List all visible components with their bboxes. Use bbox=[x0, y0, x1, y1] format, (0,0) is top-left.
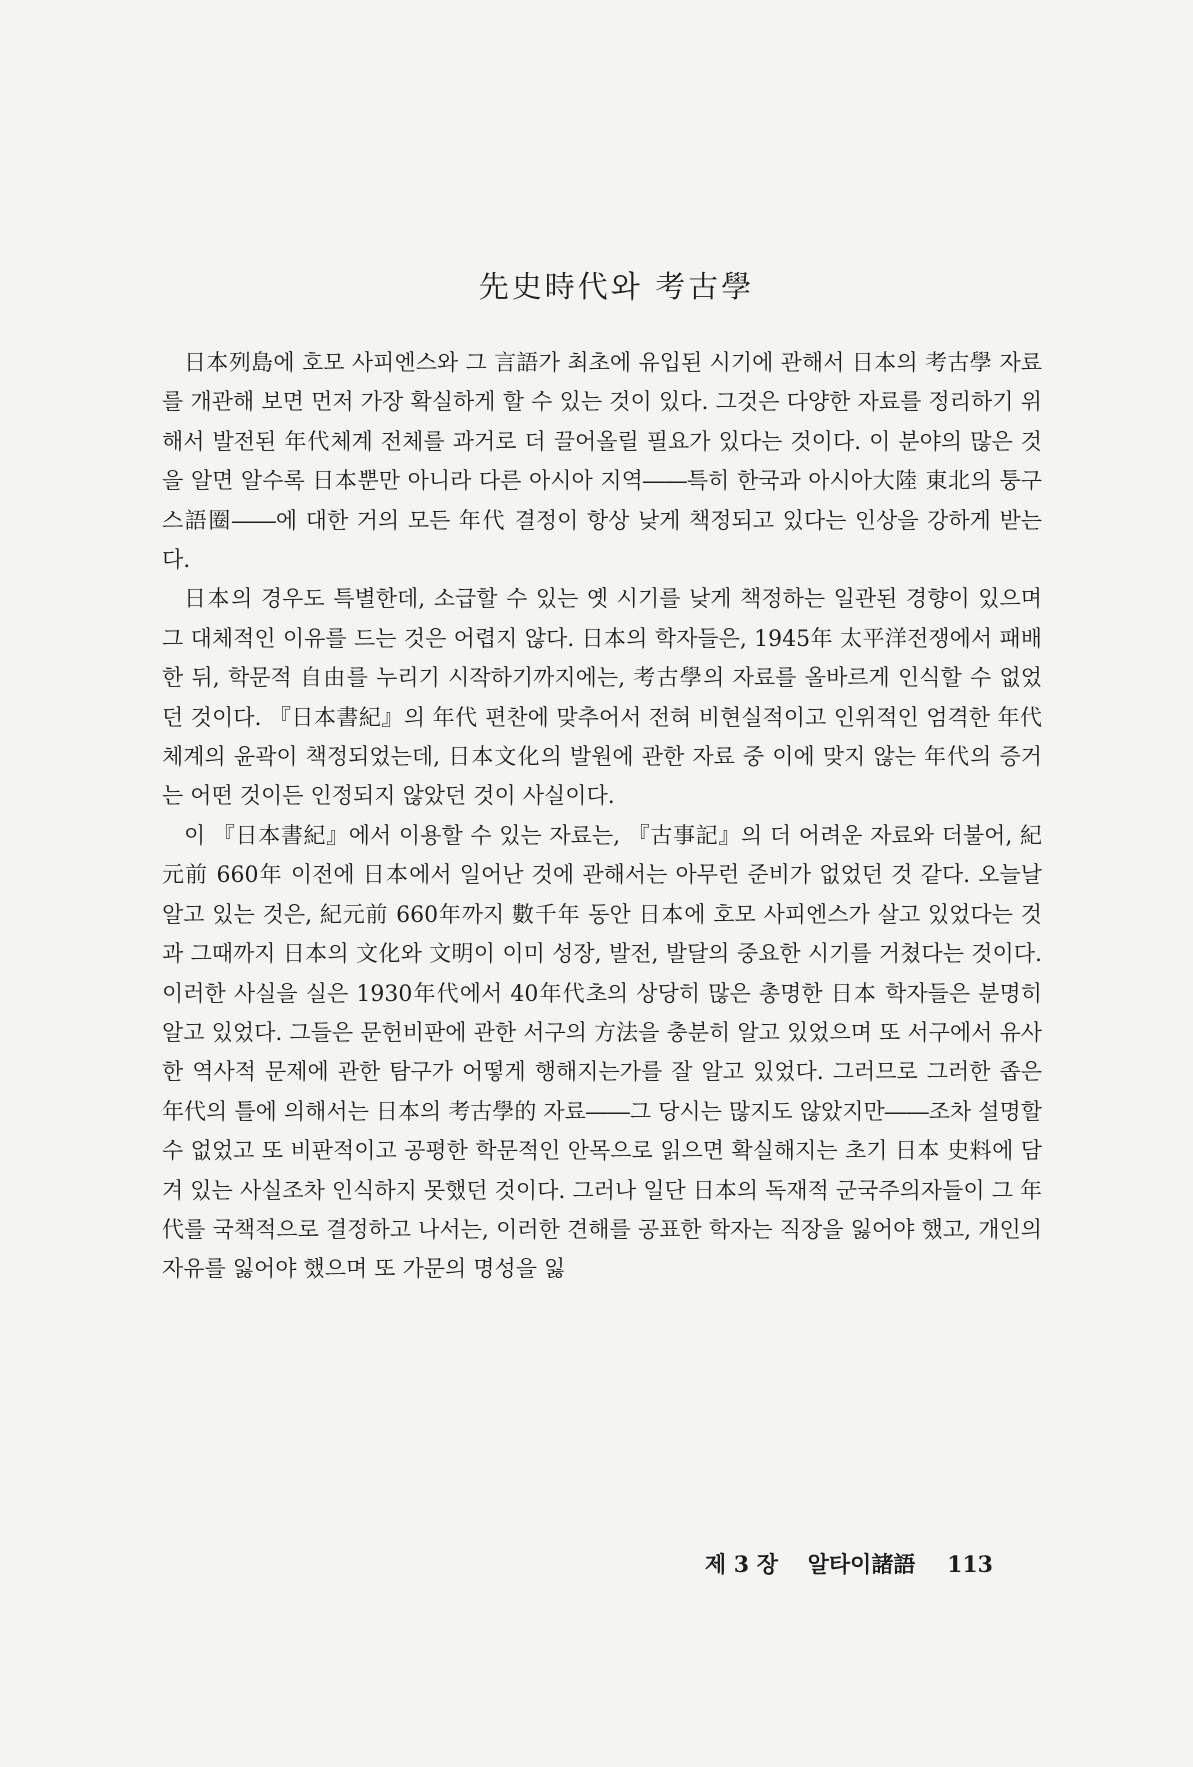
page-number: 113 bbox=[947, 1552, 993, 1578]
footer-chapter: 제 3 장 bbox=[704, 1552, 778, 1578]
section-title: 先史時代와 考古學 bbox=[478, 270, 755, 305]
paragraph-2: 日本의 경우도 특별한데, 소급할 수 있는 옛 시기를 낮게 책정하는 일관된 경향이 있으며 그 대체적인 이유를 드는 것은 어렵지 않다. 日本의 학자들은, 1945年 太平洋전쟁에서 패배한 뒤, 학문적 自由를 누리기 시작하기까지에는, 考古學의 자료를 올바르게 인식할 수 없었던 것이다. 『日本書紀』의 年代 편찬에 맞추어서 전혀 비현실적이고 인위적인 엄격한 年代체계의 윤곽이 책정되었는데, 日本文化의 발원에 관한 자료 중 이에 맞지 않는 年代의 증거는 어떤 것이든 인정되지 않았던 것이 사실이다. bbox=[162, 587, 1042, 810]
paragraph-3: 이 『日本書紀』에서 이용할 수 있는 자료는, 『古事記』의 더 어려운 자료와 더불어, 紀元前 660年 이전에 日本에서 일어난 것에 관해서는 아무런 준비가 없었던 것 같다. 오늘날 알고 있는 것은, 紀元前 660年까지 數千年 동안 日本에 호모 사피엔스가 살고 있었다는 것과 그때까지 日本의 文化와 文明이 이미 성장, 발전, 발달의 중요한 시기를 거쳤다는 것이다. 이러한 사실을 실은 1930年代에서 40年代초의 상당히 많은 총명한 日本 학자들은 분명히 알고 있었다. 그들은 문헌비판에 관한 서구의 方法을 충분히 알고 있었으며 또 서구에서 유사한 역사적 문제에 관한 탐구가 어떻게 행해지는가를 잘 알고 있었다. 그러므로 그러한 좁은 年代의 틀에 의해서는 日本의 考古學的 자료――그 당시는 많지도 않았지만――조차 설명할 수 없었고 또 비판적이고 공평한 학문적인 안목으로 읽으면 확실해지는 초기 日本 史料에 담겨 있는 사실조차 인식하지 못했던 것이다. 그러나 일단 日本의 독재적 군국주의자들이 그 年代를 국책적으로 결정하고 나서는, 이러한 견해를 공표한 학자는 직장을 잃어야 했고, 개인의 자유를 잃어야 했으며 또 가문의 명성을 잃 bbox=[162, 823, 1042, 1283]
footer-running-title: 알타이諸語 bbox=[807, 1552, 916, 1578]
paragraph-1: 日本列島에 호모 사피엔스와 그 言語가 최초에 유입된 시기에 관해서 日本의 考古學 자료를 개관해 보면 먼저 가장 확실하게 할 수 있는 것이 있다. 그것은 다양한 자료를 정리하기 위해서 발전된 年代체계 전체를 과거로 더 끌어올릴 필요가 있다는 것이다. 이 분야의 많은 것을 알면 알수록 日本뿐만 아니라 다른 아시아 지역――특히 한국과 아시아大陸 東北의 퉁구스語圈――에 대한 거의 모든 年代 결정이 항상 낮게 책정되고 있다는 인상을 강하게 받는다. bbox=[162, 351, 1042, 574]
body-text bbox=[162, 344, 1042, 1290]
page-footer bbox=[705, 1548, 993, 1579]
